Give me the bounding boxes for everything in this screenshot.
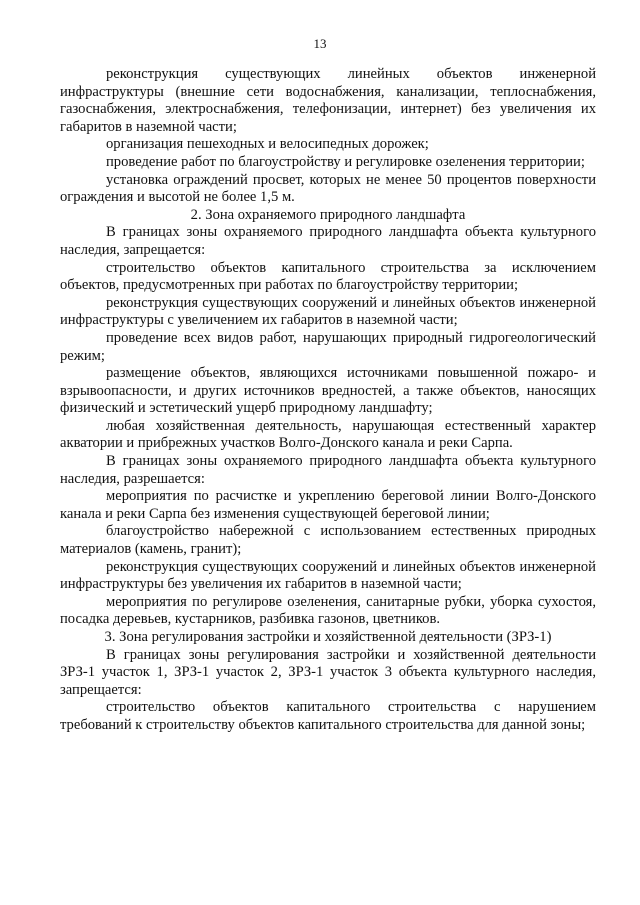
- paragraph: строительство объектов капитального строительства за исключением объектов, предусмотренных при работах по благоустройству территории;: [60, 259, 596, 294]
- paragraph: проведение всех видов работ, нарушающих природный гидрогеологический режим;: [60, 329, 596, 364]
- section-heading: 3. Зона регулирования застройки и хозяйственной деятельности (ЗРЗ-1): [104, 629, 552, 645]
- section-heading: 2. Зона охраняемого природного ландшафта: [190, 206, 466, 223]
- paragraph: установка ограждений просвет, которых не менее 50 процентов поверхности ограждения и высотой не более 1,5 м.: [60, 171, 596, 206]
- paragraph: В границах зоны охраняемого природного ландшафта объекта культурного наследия, запрещается:: [60, 224, 596, 258]
- paragraph: размещение объектов, являющихся источниками повышенной пожаро- и взрывоопасности, и других источников вредностей, а также объектов, наносящих физический и эстетический ущерб природному ландшафту;: [60, 365, 596, 417]
- paragraph: строительство объектов капитального строительства с нарушением требований к строительству объектов капитального строительства для данной зоны;: [60, 699, 596, 733]
- paragraph: любая хозяйственная деятельность, нарушающая естественный характер акватории и прибрежных участков Волго-Донского канала и реки Сарпа.: [60, 417, 596, 452]
- paragraph: мероприятия по расчистке и укреплению береговой линии Волго-Донского канала и реки Сарпа без изменения существующей береговой линии;: [60, 488, 596, 522]
- paragraph: реконструкция существующих сооружений и линейных объектов инженерной инфраструктуры без увеличения их габаритов в наземной части;: [60, 558, 596, 593]
- paragraph: реконструкция существующих сооружений и линейных объектов инженерной инфраструктуры с увеличением их габаритов в наземной части;: [60, 294, 596, 329]
- paragraph: проведение работ по благоустройству и регулировке озеленения территории;: [106, 153, 585, 170]
- paragraph: В границах зоны регулирования застройки и хозяйственной деятельности ЗРЗ-1 участок 1, ЗРЗ-1 участок 2, ЗРЗ-1 участок 3 объекта культурного наследия, запрещается:: [60, 646, 596, 698]
- paragraph: реконструкция существующих линейных объектов инженерной инфраструктуры (внешние сети водоснабжения, канализации, теплоснабжения, газоснабжения, электроснабжения, телефонизации, интернет) без увеличения их габаритов в наземной части;: [60, 66, 596, 135]
- paragraph: В границах зоны охраняемого природного ландшафта объекта культурного наследия, разрешается:: [60, 453, 596, 487]
- page-number: 13: [313, 36, 327, 51]
- paragraph: мероприятия по регулирове озеленения, санитарные рубки, уборка сухостоя, посадка деревьев, кустарников, разбивка газонов, цветников.: [60, 593, 596, 628]
- document-body: [60, 66, 596, 735]
- paragraph: организация пешеходных и велосипедных дорожек;: [106, 136, 429, 153]
- paragraph: благоустройство набережной с использованием естественных природных материалов (камень, гранит);: [60, 523, 596, 558]
